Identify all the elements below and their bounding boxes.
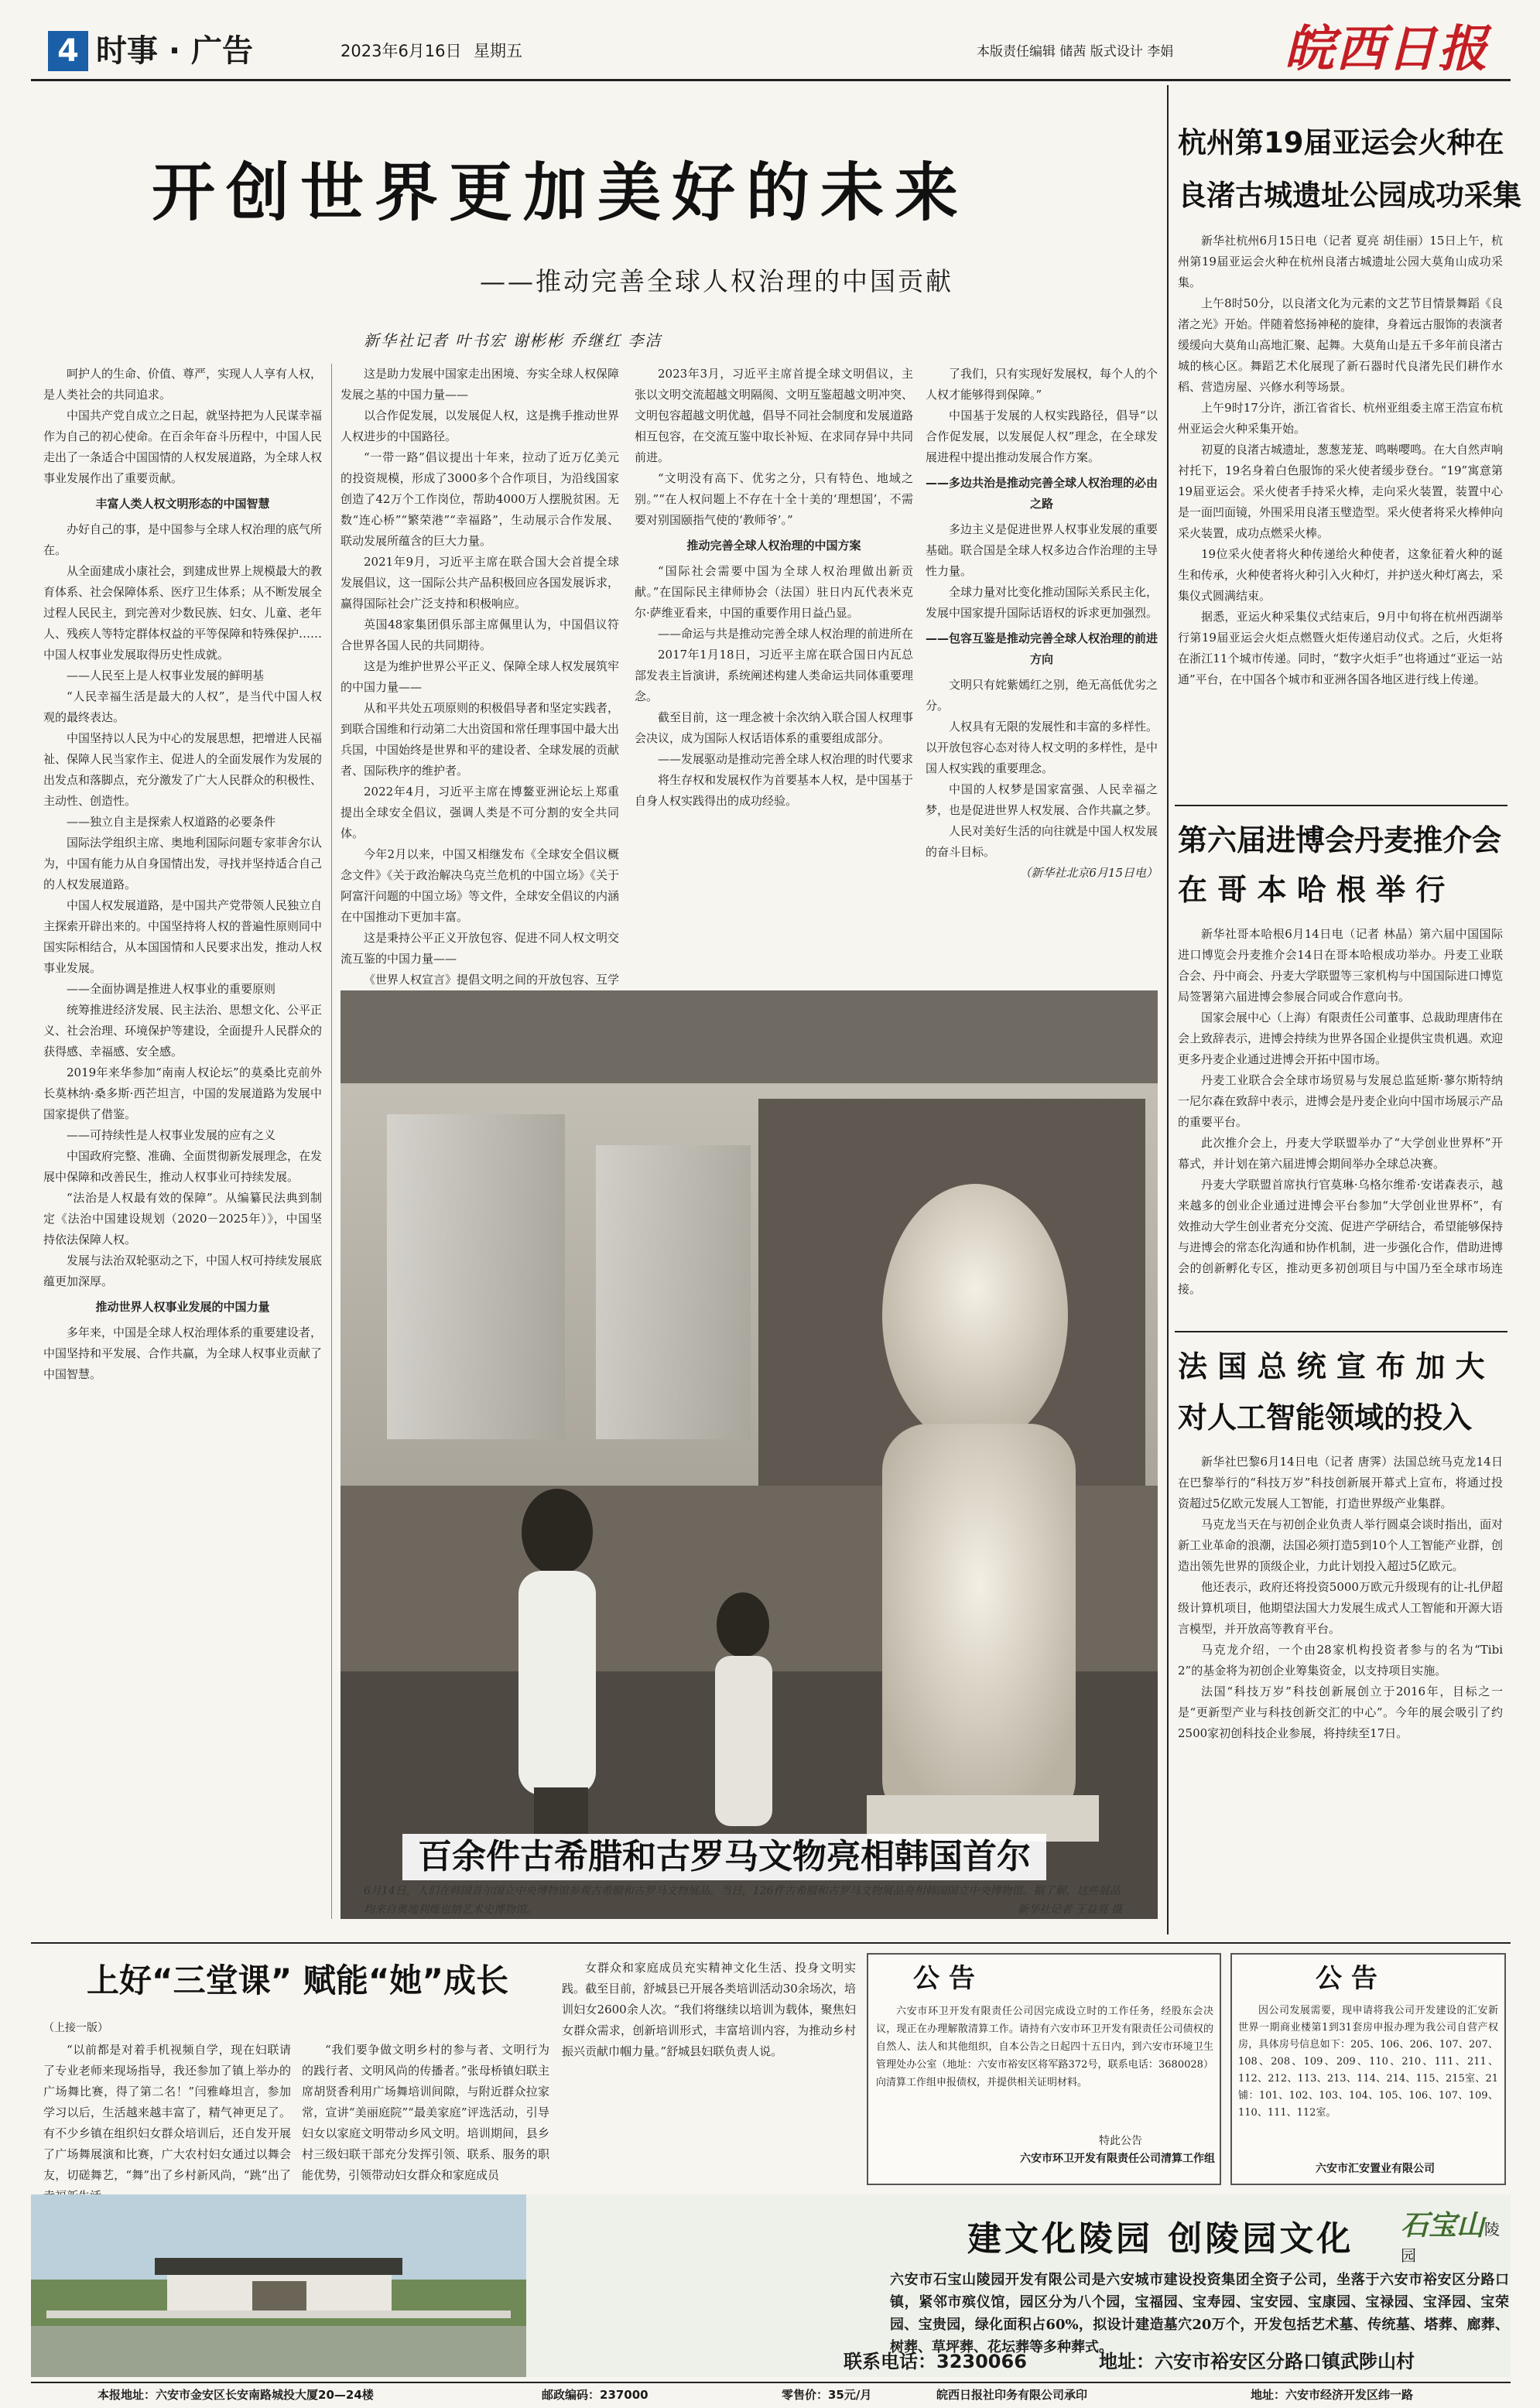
ad-text: 六安市石宝山陵园开发有限公司是六安城市建设投资集团全资子公司，坐落于六安市裕安区分路口镇，紧邻市殡仪馆，园区分为八个园，宝福园、宝寿园、宝安园、宝康园、宝禄园、宝泽园、宝荣园、宝贵园，绿化面积占60%，拟设计建造墓穴20万个，开发包括艺术墓、传统墓、塔葬、廊葬、树葬、草坪葬、花坛葬等多种葬式。	[890, 2272, 1509, 2355]
notice-1-org: 六安市环卫开发有限责任公司清算工作组	[1020, 2153, 1215, 2165]
side1-title-line2: 良渚古城遗址公园成功采集	[1178, 179, 1521, 212]
notice-2-text: 因公司发展需要，现申请将我公司开发建设的汇安新世界一期商业楼第1到31套房申报办理为我公司自营产权房，具体房号信息如下：205、106、206、107、207、108、208、109、209、110、210、111、211、112、212、113、213、114、214、115、215室、21铺：101、102、103、104、105、106、107、109、110、111、112室。	[1238, 2005, 1498, 2119]
feature-col-2: “我们要争做文明乡村的参与者、文明行为的践行者、文明风尚的传播者。”张母桥镇妇联主席胡贤香利用广场舞培训间隙，与附近群众拉家常，宣讲“美丽庭院”“最美家庭”评选活动，引导妇女以家庭文明带动乡风文明。培训期间，县乡村三级妇联干部充分发挥引领、联系、服务的职能优势，引领带动妇女群众和家庭成员	[302, 2043, 549, 2182]
main-col-1: 呵护人的生命、价值、尊严，实现人人享有人权，是人类社会的共同追求。 中国共产党自成立之日起，就坚持把为人民谋幸福作为自己的初心使命。在百余年奋斗历程中，中国人民走出了一条适合中国国情的人权发展道路，为全球人权事业发展作出了重要贡献。 丰富人类人权文明形态的中国智慧 办好自己的事，是中国参与全球人权治理的底气所在。 从全面建成小康社会，到建成世界上规模最大的教育体系、社会保障体系、医疗卫生体系；从不断发展全过程人民民主，到完善对少数民族、妇女、儿童、老年人、残疾人等特定群体权益的平等保障和特殊保护……中国人权事业发展取得历史性成就。 ——人民至上是人权事业发展的鲜明基 “人民幸福生活是最大的人权”，是当代中国人权观的最终表达。 中国坚持以人民为中心的发展思想，把增进人民福祉、保障人民当家作主、促进人的全面发展作为发展的出发点和落脚点，充分激发了广大人民群众的积极性、主动性、创造性。 ——独立自主是探索人权道路的必要条件 国际法学组织主席、奥地利国际问题专家菲舍尔认为，中国有能力从自身国情出发，寻找并坚持适合自己的人权发展道路。 中国人权发展道路，是中国共产党带领人民独立自主探索开辟出来的。中国坚持将人权的普遍性原则同中国实际相结合，从本国国情和人民要求出发，推动人权事业发展。 ——全面协调是推进人权事业的重要原则 统筹推进经济发展、民主法治、思想文化、公平正义、社会治理、环境保护等建设，全面提升人民群众的获得感、幸福感、安全感。 2019年来华参加“南南人权论坛”的莫桑比克前外长莫林纳·桑多斯·西芒坦言，中国的发展道路为发展中国家提供了借鉴。 ——可持续性是人权事业发展的应有之义 中国政府完整、准确、全面贯彻新发展理念，在发展中保障和改善民生，推动人权事业可持续发展。 “法治是人权最有效的保障”。从编纂民法典到制定《法治中国建设规划（2020－2025年）》，中国坚持依法保障人权。 发展与法治双轮驱动之下，中国人权可持续发展底蕴更加深厚。 推动世界人权事业发展的中国力量 多年来，中国是全球人权治理体系的重要建设者，中国坚持和平发展、合作共赢，为全球人权事业贡献了中国智慧。	[43, 367, 323, 1381]
footer-price: 零售价：35元/月	[782, 2388, 872, 2402]
issue-weekday: 星期五	[474, 42, 522, 60]
notice-1-text: 六安市环卫开发有限责任公司因完成设立时的工作任务，经股东会决议，现正在办理解散清算工作。请持有六安市环卫开发有限责任公司债权的自然人、法人和其他组织，自本公告之日起四十五日内，到六安市环境卫生管理处办公室（地址：六安市裕安区将军路372号，联系电话：3680028）向清算工作组申报债权，并提供相关证明材料。	[876, 2006, 1213, 2088]
notice-2-org: 六安市汇安置业有限公司	[1316, 2163, 1435, 2175]
footer-printer-address: 地址：六安市经济开发区纬一路	[1251, 2388, 1414, 2402]
side3-title-line1: 法 国 总 统 宣 布 加 大	[1178, 1349, 1485, 1384]
page-number-badge: 4	[48, 31, 88, 71]
ad-brand: 石宝山陵园	[1401, 2209, 1501, 2265]
ad-slogan: 建文化陵园 创陵园文化	[967, 2219, 1354, 2259]
photo-caption-title: 百余件古希腊和古罗马文物亮相韩国首尔	[402, 1834, 1046, 1880]
side3-body: 新华社巴黎6月14日电（记者 唐霁）法国总统马克龙14日在巴黎举行的“科技万岁”科技创新展开幕式上宣布，将通过投资超过5亿欧元发展人工智能，打造世界级产业集群。 马克龙当天在与初创企业负责人举行圆桌会谈时指出，面对新工业革命的浪潮，法国必须打造5到10个人工智能产业群，创造出领先世界的顶级企业，力此计划投入超过5亿欧元。 他还表示，政府还将投资5000万欧元升级现有的让-扎伊超级计算机项目，他期望法国大力发展生成式人工智能和开源大语言模型，并开放高等教育平台。 马克龙介绍，一个由28家机构投资者参与的名为“Tibi 2”的基金将为初创企业筹集资金，以支持项目实施。 法国“科技万岁”科技创新展创立于2016年，目标之一是“更新型产业与科技创新交汇的中心”。今年的展会吸引了约2500家初创科技企业参展，将持续至17日。	[1178, 1455, 1504, 1740]
ad-address: 地址：六安市裕安区分路口镇武陟山村	[1099, 2351, 1415, 2372]
feature-tag: （上接一版）	[43, 2022, 108, 2034]
issue-date: 2023年6月16日	[341, 42, 462, 60]
editor-credits: 本版责任编辑 储茜 版式设计 李娟	[977, 44, 1174, 60]
main-byline: 新华社记者 叶书宏 谢彬彬 乔继红 李洁	[364, 331, 662, 350]
notice-1-title: 公 告	[913, 1963, 975, 1994]
side2-body: 新华社哥本哈根6月14日电（记者 林晶）第六届中国国际进口博览会丹麦推介会14日在哥本哈根成功举办。丹麦工业联合会、丹中商会、丹麦大学联盟等三家机构与中国国际进口博览局签署第六届进博会参展合同或合作意向书。 国家会展中心（上海）有限责任公司董事、总裁助理唐伟在会上致辞表示，进博会持续为世界各国企业提供宝贵机遇。欢迎更多丹麦企业通过进博会开拓中国市场。 丹麦工业联合会全球市场贸易与发展总监延斯·蓼尔斯特纳一尼尔森在致辞中表示，进博会是丹麦企业向中国市场展示产品的重要平台。 此次推介会上，丹麦大学联盟举办了“大学创业世界杯”开幕式，并计划在第六届进博会期间举办全球总决赛。 丹麦大学联盟首席执行官莫琳·乌格尔维希·安诺森表示，越来越多的创业企业通过进博会平台参加“大学创业世界杯”，有效推动大学生创业者充分交流、促进产学研结合，希望能够保持与进博会的常态化沟通和协作机制，进一步强化合作，借助进博会的创新孵化专区，推动更多初创项目与中国乃至全球市场连接。	[1178, 927, 1504, 1296]
notice-2-title: 公 告	[1316, 1963, 1377, 1994]
cemetery-ad	[31, 2194, 1511, 2377]
ad-phone: 联系电话：3230066	[844, 2351, 1027, 2372]
main-col-3: 2023年3月，习近平主席首提全球文明倡议，主张以文明交流超越文明隔阂、文明互鉴超越文明冲突、文明包容超越文明优越，倡导不同社会制度和发展道路相互包容，在交流互鉴中取长补短、在求同存异中共同前进。 “文明没有高下、优劣之分，只有特色、地域之别。”“在人权问题上不存在十全十美的‘理想国’，不需要对别国颐指气使的‘教师爷’。” 推动完善全球人权治理的中国方案 “国际社会需要中国为全球人权治理做出新贡献。”在国际民主律师协会（法国）驻日内瓦代表米克尔·萨维亚看来，中国的重要作用日益凸显。 ——命运与共是推动完善全球人权治理的前进所在 2017年1月18日，习近平主席在联合国日内瓦总部发表主旨演讲，系统阐述构建人类命运共同体重要理念。 截至目前，这一理念被十余次纳入联合国人权理事会决议，成为国际人权话语体系的重要组成部分。 ——发展驱动是推动完善全球人权治理的时代要求 将生存权和发展权作为首要基本人权，是中国基于自身人权实践得出的成功经验。	[635, 367, 914, 808]
footer-address: 本报地址：六安市金安区长安南路城投大厦20—24楼	[98, 2388, 374, 2402]
footer-printer: 皖西日报社印务有限公司承印	[936, 2388, 1088, 2402]
museum-photo-image	[341, 990, 1158, 1919]
main-subtitle: ——推动完善全球人权治理的中国贡献	[480, 266, 953, 296]
notice-1-sign: 特此公告	[1099, 2135, 1142, 2147]
main-col-2: 这是助力发展中国家走出困境、夯实全球人权保障发展之基的中国力量—— 以合作促发展，以发展促人权，这是携手推动世界人权进步的中国路径。 “一带一路”倡议提出十年来，拉动了近万亿美元的投资规模，形成了3000多个合作项目，为沿线国家创造了42万个工作岗位，帮助4000万人摆脱贫困。无数“连心桥”“繁荣港”“幸福路”，生动展示合作发展、联动发展所蕴含的巨大力量。 2021年9月，习近平主席在联合国大会首提全球发展倡议，这一国际公共产品积极回应各国发展诉求，赢得国际社会广泛支持和积极响应。 英国48家集团俱乐部主席佩里认为，中国倡议符合世界各国人民的共同期待。 这是为维护世界公平正义、保障全球人权发展筑牢的中国力量—— 从和平共处五项原则的积极倡导者和坚定实践者，到联合国维和行动第二大出资国和常任理事国中最大出兵国，中国始终是世界和平的建设者、全球发展的贡献者、国际秩序的维护者。 2022年4月，习近平主席在博鳌亚洲论坛上郑重提出全球安全倡议，强调人类是不可分割的安全共同体。 今年2月以来，中国又相继发布《全球安全倡议概念文件》《关于政治解决乌克兰危机的中国立场》《关于阿富汗问题的中国立场》等文件，全球安全倡议的内涵在中国推动下更加丰富。 这是秉持公平正义开放包容、促进不同人权文明交流互鉴的中国力量—— 《世界人权宣言》提倡文明之间的开放包容、互学	[341, 367, 620, 987]
paper-logo: 皖西日报	[1285, 20, 1489, 78]
feature-headline: 上好“三堂课” 赋能“她”成长	[87, 1962, 509, 1999]
side2-title-line2: 在 哥 本 哈 根 举 行	[1178, 873, 1446, 907]
feature-col-1: “以前都是对着手机视频自学，现在妇联请了专业老师来现场指导，我还参加了镇上举办的广场舞比赛，得了第二名！”闫雅峰坦言，参加学习以后，生活越来越丰富了，精气神更足了。有不少乡镇在组织妇女群众培训后，还自发开展了广场舞展演和比赛，广大农村妇女通过以舞会友，切磋舞艺，“舞”出了乡村新风尚，“跳”出了	[43, 2043, 291, 2182]
museum-photo	[341, 990, 1158, 1919]
feature-col-3: 女群众和家庭成员充实精神文化生活、投身文明实践。截至目前，舒城县已开展各类培训活动30余场次，培训妇女2600余人次。“我们将继续以培训为载体，聚焦妇女群众需求，创新培训形式，丰富培训内容，为推动乡村振兴贡献巾帼力量。”舒城县妇联负责人说。	[562, 1961, 856, 2058]
side3-title-line2: 对人工智能领域的投入	[1178, 1401, 1473, 1435]
main-col-4: 了我们，只有实现好发展权，每个人的个人权才能够得到保障。” 中国基于发展的人权实践路径，倡导“以合作促发展，以发展促人权”理念，在全球发展进程中提出推动发展合作方案。 ——多边共治是推动完善全球人权治理的必由之路 多边主义是促进世界人权事业发展的重要基础。联合国是全球人权多边合作治理的主导性力量。 全球力量对比变化推动国际关系民主化，发展中国家提升国际话语权的诉求更加强烈。 ——包容互鉴是推动完善全球人权治理的前进方向 文明只有姹紫嫣红之别，绝无高低优劣之分。 人权具有无限的发展性和丰富的多样性。以开放包容心态对待人权文明的多样性，是中国人权实践的重要理念。 中国的人权梦是国家富强、人民幸福之梦，也是促进世界人权发展、合作共赢之梦。 人民对美好生活的向往就是中国人权发展的奋斗目标。 （新华社北京6月15日电）	[926, 367, 1158, 880]
footer-postcode: 邮政编码：237000	[542, 2388, 649, 2402]
side2-title-line1: 第六届进博会丹麦推介会	[1178, 823, 1502, 857]
side1-title-line1: 杭州第19届亚运会火种在	[1178, 126, 1504, 159]
side1-body: 新华社杭州6月15日电（记者 夏亮 胡佳丽）15日上午，杭州第19届亚运会火种在杭州良渚古城遗址公园大莫角山成功采集。 上午8时50分，以良渚文化为元素的文艺节目情景舞蹈《良渚之光》开始。伴随着悠扬神秘的旋律，身着远古服饰的表演者缓缓向大莫角山高地汇聚、起舞。大莫角山是五千多年前良渚古城的核心区。舞蹈艺术化展现了新石器时代良渚先民们耕作水稻、营造房屋、兴修水利等场景。 上午9时17分许，浙江省省长、杭州亚组委主席王浩宣布杭州亚运会火种采集开始。 初夏的良渚古城遗址，葱葱茏茏、鸣啭嘤鸣。在大自然声响衬托下，19名身着白色服饰的采火使者缓步登台。“19”寓意第19届亚运会。采火使者手持采火棒，走向采火装置，装置中心是一面凹面镜，外围采用良渚玉璧造型。采火使者将采火棒伸向采火装置，成功点燃采火棒。 19位采火使者将火种传递给火种使者，这象征着火种的诞生和传承，火种使者将火种引入火种灯，并护送火种灯离去，采集仪式圆满结束。 据悉，亚运火种采集仪式结束后，9月中旬将在杭州西湖举行第19届亚运会火炬点燃暨火炬传递启动仪式。之后，火炬将在浙江11个城市传递。同时，“数字火炬手”也将通过“亚运一站通”平台，在中国各个城市和亚洲各国各地区进行线上传递。	[1178, 234, 1504, 686]
photo-credit: 新华社记者 王益亮 摄	[1018, 1903, 1122, 1916]
section-name: 时事 · 广告	[96, 33, 254, 69]
cemetery-gate-image	[31, 2194, 526, 2377]
main-headline: 开创世界更加美好的未来	[152, 156, 970, 230]
photo-caption-text: 6月14日，人们在韩国首尔国立中央博物馆参观古希腊和古罗马文物展品。当日，126件古希腊和古罗马文物展品亮相韩国国立中央博物馆。据了解，这些展品均来自奥地利维也纳艺术史博物馆。 新华社记者 王益亮 摄	[364, 1882, 1122, 1919]
